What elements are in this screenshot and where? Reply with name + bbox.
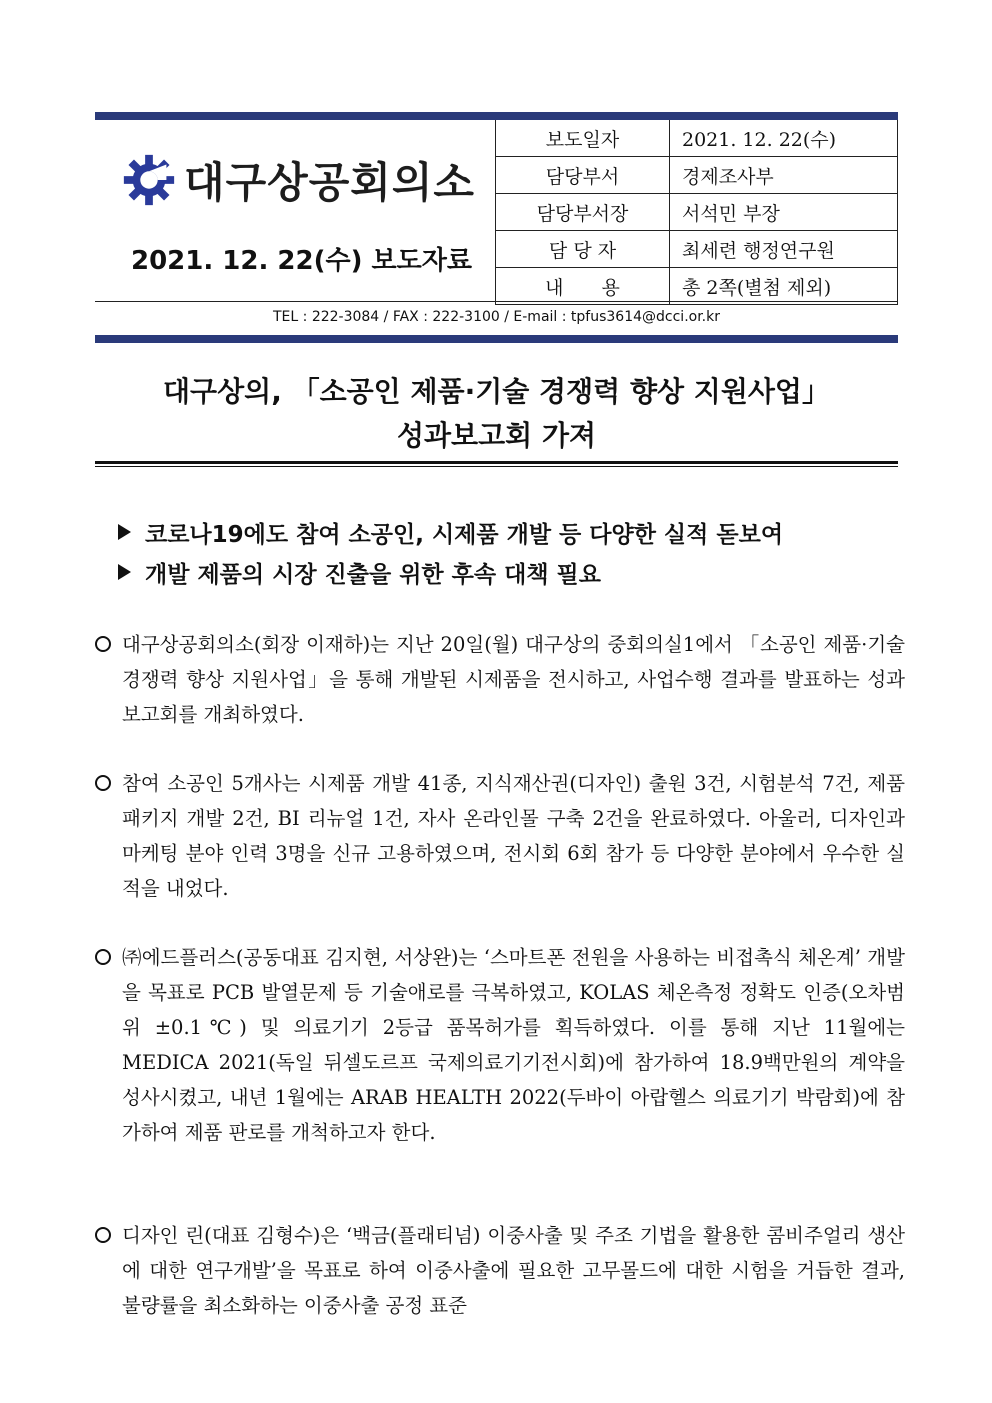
body-paragraph — [95, 940, 905, 1150]
highlight-text: 코로나19에도 참여 소공인, 시제품 개발 등 다양한 실적 돋보여 — [145, 521, 784, 548]
release-label: 2021. 12. 22(수) 보도자료 — [131, 246, 472, 276]
highlights — [118, 512, 878, 592]
info-value: 경제조사부 — [670, 157, 898, 194]
headline-line-1: 대구상의, 「소공인 제품·기술 경쟁력 향상 지원사업」 — [163, 375, 830, 408]
org-name: 대구상공회의소 — [184, 158, 476, 207]
info-row — [496, 120, 898, 157]
headline-line-2: 성과보고회 가져 — [396, 419, 597, 452]
header-rule — [95, 301, 898, 302]
body-paragraph — [95, 766, 905, 906]
body-paragraph — [95, 627, 905, 732]
paragraph-text: ㈜에드플러스(공동대표 김지현, 서상완)는 ‘스마트폰 전원을 사용하는 비접촉식 체온계’ 개발을 목표로 PCB 발열문제 등 기술애로를 극복하였고, KOLAS 체온측정 정확도 인증(오차범위 ±0.1℃) 및 의료기기 2등급 품목허가를 획득하였다. 이를 통해 지난 11월에는 MEDICA 2021(독일 뒤셀도르프 국제의료기기전시회)에 참가하여 18.9백만원의 계약을 성사시켰고, 내년 1월에는 ARAB HEALTH 2022(두바이 아랍헬스 의료기기 박람회)에 참가하여 제품 판로를 개척하고자 한다. — [122, 946, 905, 1144]
headline-rule-thick — [95, 461, 898, 464]
headline-rule-thin — [95, 466, 898, 467]
header-bottom-bar — [95, 335, 898, 343]
circle-bullet-icon — [95, 949, 111, 965]
info-key: 담 당 자 — [496, 231, 670, 268]
paragraph-text: 참여 소공인 5개사는 시제품 개발 41종, 지식재산권(디자인) 출원 3건, 시험분석 7건, 제품 패키지 개발 2건, BI 리뉴얼 1건, 자사 온라인몰 구축 2건을 완료하였다. 아울러, 디자인과 마케팅 분야 인력 3명을 신규 고용하였으며, 전시회 6회 참가 등 다양한 분야에서 우수한 실적을 내었다. — [122, 772, 905, 900]
info-value: 총 2쪽(별첨 제외) — [670, 268, 898, 305]
info-key: 담당부서 — [496, 157, 670, 194]
info-row — [496, 157, 898, 194]
info-value: 최세련 행정연구원 — [670, 231, 898, 268]
triangle-bullet-icon — [118, 524, 131, 540]
headline — [95, 370, 898, 458]
highlight-text: 개발 제품의 시장 진출을 위한 후속 대책 필요 — [145, 561, 601, 588]
info-key: 내 용 — [496, 268, 670, 305]
gear-icon — [120, 151, 178, 209]
info-row — [496, 231, 898, 268]
info-row — [496, 194, 898, 231]
contact-line: TEL : 222-3084 / FAX : 222-3100 / E-mail : tpfus3614@dcci.or.kr — [273, 309, 720, 325]
info-key: 담당부서장 — [496, 194, 670, 231]
paragraph-text: 대구상공회의소(회장 이재하)는 지난 20일(월) 대구상의 중회의실1에서 「소공인 제품·기술 경쟁력 향상 지원사업」을 통해 개발된 시제품을 전시하고, 사업수행 결과를 발표하는 성과보고회를 개최하였다. — [122, 633, 905, 726]
header-left-panel — [95, 120, 495, 301]
header-top-bar — [95, 112, 898, 120]
info-value: 서석민 부장 — [670, 194, 898, 231]
org-logo — [120, 152, 480, 208]
triangle-bullet-icon — [118, 564, 131, 580]
circle-bullet-icon — [95, 636, 111, 652]
info-value: 2021. 12. 22(수) — [670, 120, 898, 157]
highlight-item — [118, 512, 878, 552]
circle-bullet-icon — [95, 775, 111, 791]
paragraph-text: 디자인 린(대표 김형수)은 ‘백금(플래티넘) 이중사출 및 주조 기법을 활용한 콤비주얼리 생산에 대한 연구개발’을 목표로 하여 이중사출에 필요한 고무몰드에 대한 시험을 거듭한 결과, 불량률을 최소화하는 이중사출 공정 표준 — [122, 1224, 905, 1317]
highlight-item — [118, 552, 878, 592]
info-key: 보도일자 — [496, 120, 670, 157]
info-row — [496, 268, 898, 305]
circle-bullet-icon — [95, 1227, 111, 1243]
body-paragraph — [95, 1218, 905, 1323]
release-info-table — [495, 120, 898, 305]
